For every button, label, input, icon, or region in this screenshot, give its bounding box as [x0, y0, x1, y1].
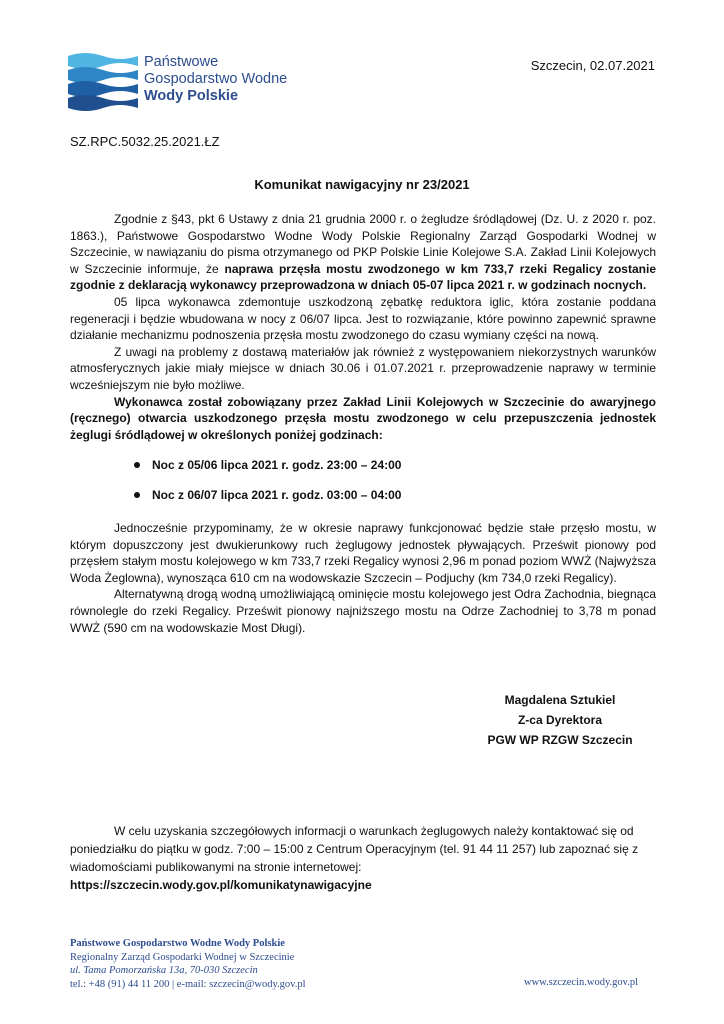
- paragraph-3: Z uwagi na problemy z dostawą materiałów jak również z występowaniem niekorzystnych warunków atmosferycznych jakie miały miejsce w dniach 30.06 i 01.07.2021 r. przeprowadzenie naprawy w terminie wcześniejszym nie było możliwe.: [70, 344, 656, 392]
- reference-number: SZ.RPC.5032.25.2021.ŁZ: [70, 134, 220, 149]
- logo-line-3: Wody Polskie: [144, 88, 239, 104]
- signatory-name: Magdalena Sztukiel: [504, 693, 616, 707]
- details-section: [70, 520, 656, 636]
- logo: [68, 52, 308, 112]
- signatory-org: PGW WP RZGW Szczecin: [487, 733, 633, 747]
- bullet-icon: [134, 462, 140, 468]
- paragraph-6: Alternatywną drogą wodną umożliwiającą ominięcie mostu kolejowego jest Odra Zachodnia, biegnąca równolegle do rzeki Regalicy. Prześwit pionowy najniższego mostu na Odrze Zachodniej to 3,78 m ponad WWŻ (590 cm na wodowskazie Most Długi).: [70, 587, 656, 635]
- footer-unit: Regionalny Zarząd Gospodarki Wodnej w Szczecinie: [70, 951, 295, 963]
- document-date: Szczecin, 02.07.2021: [530, 58, 655, 73]
- document-title: Komunikat nawigacyjny nr 23/2021: [254, 177, 470, 192]
- paragraph-5: Jednocześnie przypominamy, że w okresie naprawy funkcjonować będzie stałe przęsło mostu, w którym dopuszczony jest dwukierunkowy ruch żeglugowy jednostek pływających. Prześwit pionowy pod przęsłem stałym mostu kolejowego w km 733,7 rzeki Regalicy wynosi 2,96 m ponad poziom WWŻ (Najwyższa Woda Żeglowna), wynosząca 610 cm na wodowskazie Szczecin – Podjuchy (km 734,0 rzeki Regalicy).: [70, 521, 656, 585]
- bullet-item-1: Noc z 05/06 lipca 2021 r. godz. 23:00 – 24:00: [134, 458, 401, 472]
- footer-contact: tel.: +48 (91) 44 11 200 | e-mail: szczecin@wody.gov.pl: [70, 978, 306, 990]
- logo-line-1: Państwowe: [144, 54, 219, 70]
- intro-section: [70, 211, 656, 443]
- footer-website-link[interactable]: www.szczecin.wody.gov.pl: [523, 977, 638, 988]
- paragraph-1: Zgodnie z §43, pkt 6 Ustawy z dnia 21 grudnia 2000 r. o żegludze śródlądowej (Dz. U. z 2020 r. poz. 1863.), Państwowe Gospodarstwo Wodne Wody Polskie Regionalny Zarząd Gospodarki Wodnej w Szczecinie, w nawiązaniu do pisma otrzymanego od PKP Polskie Linie Kolejowe S.A. Zakład Linii Kolejowych w Szczecinie informuje, że naprawa przęsła mostu zwodzonego w km 733,7 rzeki Regalicy zostanie zgodnie z deklaracją wykonawcy przeprowadzona w dniach 05-07 lipca 2021 r. w godzinach nocnych.: [70, 212, 656, 293]
- signatory-role: Z-ca Dyrektora: [517, 713, 603, 727]
- signature-block: [470, 690, 650, 750]
- footer-org: Państwowe Gospodarstwo Wodne Wody Polskie: [70, 938, 285, 949]
- footer: [70, 937, 306, 991]
- footer-address: ul. Tama Pomorzańska 13a, 70-030 Szczecin: [70, 965, 258, 976]
- paragraph-2: 05 lipca wykonawca zdemontuje uszkodzoną zębatkę reduktora iglic, która zostanie poddana regeneracji i będzie wbudowana w nocy z 06/07 lipca. Jest to rozwiązanie, które powinno zapewnić sprawne działanie mechanizmu podnoszenia przęsła mostu zwodzonego do czasu wymiany części na nową.: [70, 294, 656, 343]
- waves-icon: [68, 52, 138, 112]
- bullet-icon: [134, 492, 140, 498]
- contact-text: W celu uzyskania szczegółowych informacji o warunkach żeglugowych należy kontaktować się od poniedziałku do piątku w godz. 7:00 – 15:00 z Centrum Operacyjnym (tel. 91 44 11 257) lub zapoznać się z wiadomościami publikowanymi na stronie internetowej:: [70, 824, 639, 874]
- contact-url-link[interactable]: https://szczecin.wody.gov.pl/komunikatynawigacyjne: [70, 878, 372, 892]
- bullet-item-2: Noc z 06/07 lipca 2021 r. godz. 03:00 – 04:00: [134, 488, 401, 502]
- logo-line-2: Gospodarstwo Wodne: [144, 71, 288, 87]
- paragraph-4: Wykonawca został zobowiązany przez Zakład Linii Kolejowych w Szczecinie do awaryjnego (ręcznego) otwarcia uszkodzonego przęsła mostu zwodzonego w celu przepuszczenia jednostek żeglugi śródlądowej w określonych poniżej godzinach:: [70, 394, 656, 442]
- contact-section: [70, 822, 656, 894]
